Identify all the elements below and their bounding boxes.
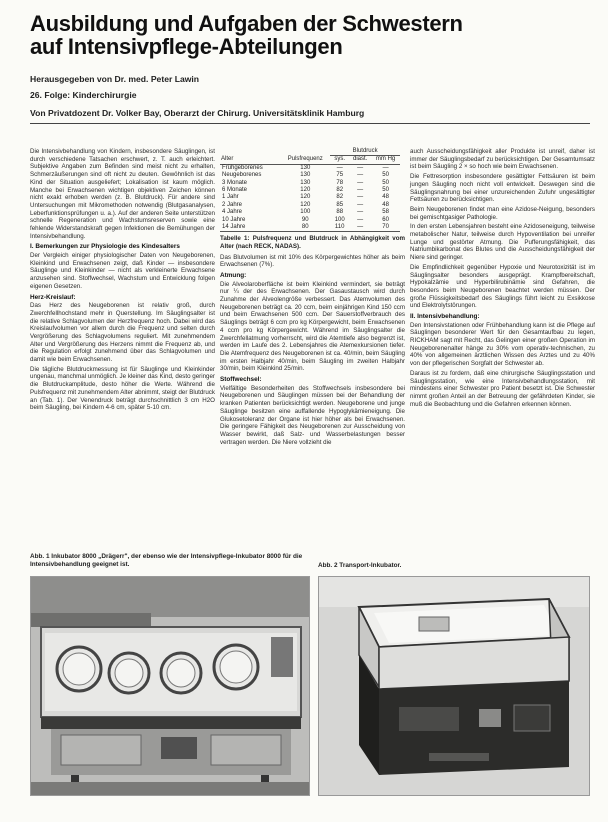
table-cell: 100: [300, 209, 311, 216]
table-cell: 130: [300, 172, 311, 179]
table-cell: 80: [301, 224, 309, 231]
table-cell: —: [336, 164, 343, 171]
paragraph: Vielfältige Besonderheiten des Stoffwechsels insbesondere bei Neugeborenen und Säuglingen müssen bei der Behandlung der kranken Patienten berücksichtigt werden. Neugeborene und junge Säuglinge besitzen eine auffallende Hypoglykämieneigung. Die Glukosetoleranz der Organe ist hier höher als bei Erwachsenen. Die geringere Fähigkeit des Neugeborenen zur Ausscheidung von Wasser bewirkt, daß Salz- und Wasserbelastungen besser vertragen werden. Die Niere vollzieht die: [220, 384, 405, 446]
section-heading: II. Intensivbehandlung:: [410, 313, 480, 321]
table-cell: 100: [334, 216, 345, 223]
table-cell: —: [357, 179, 364, 186]
table-caption: Tabelle 1: Pulsfrequenz und Blutdruck in Abhängigkeit vom Alter (nach RECK, NADAS).: [220, 235, 405, 251]
table-cell: 70: [382, 224, 389, 231]
figure-2-caption: Abb. 2 Transport-Inkubator.: [318, 562, 402, 569]
subsection-heading: Atmung:: [220, 272, 247, 280]
table-cell: 1 Jahr: [222, 194, 239, 201]
table-row: [220, 172, 400, 179]
table-row: [220, 217, 400, 224]
table-cell: 60: [382, 216, 389, 223]
paragraph: Die Alveolaroberfläche ist beim Kleinkind vermindert, sie beträgt nur ¼ der des Erwachsenen. Der Gasaustausch wird durch Zunahme der Alveolengröße verbessert. Das Atemvolumen des Neugeborenen beträgt ca. 20 ccm, beim einjährigen Kind 150 ccm und beim Erwachsenen 500 ccm. Der Sauerstoffverbrauch des Säuglings beträgt 6 ccm pro kg Körpergewicht, beim Erwachsenen 4 ccm pro kg Körpergewicht. Während im Säuglingsalter die Zwerchfellatmung vorherrscht, wird die Atemtiefe also begrenzt ist, werden im Laufe des 2. Lebensjahres die Atemexkursionen tiefer. Die Atemfrequenz des Neugeborenen ist ca. 40/min, beim Säugling im ersten Halbjahr 40/min, beim Säugling im zweiten Halbjahr 30/min, beim Kleinkind 25/min.: [220, 280, 405, 373]
editor-line: Herausgegeben von Dr. med. Peter Lawin: [30, 74, 200, 84]
article-title: [30, 12, 590, 58]
table-group-header: Blutdruck: [330, 148, 400, 156]
table-cell: —: [357, 216, 364, 223]
table-cell: 50: [382, 172, 389, 179]
table-row: [220, 194, 400, 201]
table-cell: 90: [301, 216, 309, 223]
table-cell: 82: [336, 187, 344, 194]
table-cell: 130: [300, 164, 311, 171]
table-row: [220, 209, 400, 216]
table-cell: 10 Jahre: [222, 216, 246, 223]
header-rule: [30, 123, 590, 124]
table-row: [220, 180, 400, 187]
table-cell: Neugeborenes: [222, 172, 262, 179]
paragraph: Das Herz des Neugeborenen ist relativ groß, durch Zwerchfellhochstand mehr in Querstellung. Im Säuglingsalter ist die relative Schlagvolumen der Herzfrequenz hoch. Dabei wird das Kreislaufvolumen vor allem durch die Frequenz und selten durch Vergrößerung des Schlagvolumens reguliert. Mit zunehmendem Alter und Vergrößerung des Herzens nimmt die Frequenz ab, und die Regulation erfolgt zunehmend über das Schlagvolumen und damit wie beim Erwachsenen.: [30, 302, 215, 364]
paragraph: Die tägliche Blutdruckmessung ist für Säuglinge und Kleinkinder ungenau, manchmal unmöglich. Je kleiner das Kind, desto geringer die Blutdruckamplitude, desto höher die Werte. Während die Pulsfrequenz mit zunehmendem Alter abnimmt, steigt der Blutdruck an (Tab. 1). Der Venendruck beträgt durchschnittlich 3 cm H2O beim Säugling, bei Kindern 4-6 cm, später 5-10 cm.: [30, 365, 215, 412]
table-cell: 48: [382, 194, 389, 201]
table-cell: 110: [334, 224, 345, 231]
episode-line: 26. Folge: Kinderchirurgie: [30, 90, 137, 100]
table-header-cell: diast.: [349, 156, 371, 164]
table-header-cell: Alter: [220, 156, 280, 164]
table-cell: 88: [336, 209, 344, 216]
table-cell: 50: [382, 179, 389, 186]
table-cell: 58: [382, 209, 389, 216]
text-column-1: [30, 148, 215, 414]
pulse-bloodpressure-table: [220, 148, 400, 232]
table-header-cell: mm Hg: [371, 156, 400, 164]
table-cell: —: [357, 209, 364, 216]
paragraph: Die Fettresorption insbesondere gesättigter Fettsäuren ist beim jungen Säugling noch nicht voll entwickelt. Deswegen sind die Säuglingsnahrung bei einer unzureichenden Zufuhr ungesättigter Fettsäuren zu berücksichtigen.: [410, 173, 595, 204]
paragraph: Den Intensivstationen oder Frühbehandlung kann ist die Pflege auf Säuglingen besonderer Wert für den Gesamtaufbau zu legen, RICKHAM sagt mit Recht, das Gelingen einer großen Operation im Neugeborenenalter hänge zu 30% vom operativ-technischen, zu 40% von allgemeinen ärztlichen Wissen des Arztes und zu 40% von der pflegerischen Sorgfalt der Schwester ab.: [410, 321, 595, 368]
paragraph: auch Ausscheidungsfähigkeit aller Produkte ist unreif, daher ist immer der Säuglingsbedarf zu berücksichtigen. Der Gesamtumsatz ist beim Säugling 2 × so hoch wie beim Erwachsenen.: [410, 148, 595, 171]
table-cell: —: [357, 172, 364, 179]
figure-1-caption: Abb. 1 Inkubator 8000 „Drägerr", der ebenso wie der Intensivpflege-Inkubator 8000 für die Intensivbehandlung geeignet ist.: [30, 553, 303, 568]
paragraph: In den ersten Lebensjahren besteht eine Azidoseneigung, teilweise metabolischer Natur, teilweise durch Hypoventilation bei unreifer Lunge und gestörter Atmung. Die Pufferungsfähigkeit, das Natriumbikarbonat des Blutes und die Ausscheidungsfähigkeit der Niere sind geringer.: [410, 223, 595, 262]
table-cell: —: [357, 194, 364, 201]
figure-1-incubator-photo: [30, 576, 310, 796]
table-cell: 3 Monate: [222, 179, 248, 186]
table-header-cell: sys.: [330, 156, 349, 164]
table-cell: 78: [336, 179, 344, 186]
paragraph: Das Blutvolumen ist mit 10% des Körpergewichtes höher als beim Erwachsenen (7%).: [220, 253, 405, 269]
table-row: [220, 187, 400, 194]
table-cell: 120: [300, 187, 311, 194]
title-line-2: auf Intensivpflege-Abteilungen: [30, 34, 343, 59]
figure-2-transport-incubator-photo: [318, 576, 590, 796]
table-cell: Frühgeborenes: [222, 164, 263, 171]
table-cell: 14 Jahre: [222, 224, 246, 231]
paragraph: Die Empfindlichkeit gegenüber Hypoxie und Neurotoxizität ist im Säuglingsalter besonders ausgeprägt. Krampfbereitschaft, Hypokalzämie und Hyperbilirubinämie sind Gefahren, die besonders beim Neugeborenen beachtet werden müssen. Der große Flüssigkeitsbedarf des Säuglings führt leicht zu Exsikkose und Elektrolytstörungen.: [410, 263, 595, 310]
table-cell: —: [357, 164, 364, 171]
table-row: [220, 202, 400, 209]
table-cell: 82: [336, 194, 344, 201]
table-cell: 120: [300, 194, 311, 201]
table-row: [220, 164, 400, 172]
table-cell: 50: [382, 187, 389, 194]
author-line: Von Privatdozent Dr. Volker Bay, Oberarzt der Chirurg. Universitätsklinik Hamburg: [30, 108, 365, 118]
section-heading: I. Bemerkungen zur Physiologie des Kindesalters: [30, 243, 180, 251]
table-cell: —: [382, 164, 389, 171]
incubator-photo-image: [31, 577, 309, 795]
paragraph: Der Vergleich einiger physiologischer Daten von Neugeborenen, Kleinkind und Erwachsenen zeigt, daß Kinder — insbesondere Säuglinge und Kleinkinder — nicht als verkleinerte Erwachsene anzusehen sind. Stoffwechsel, Wachstum und Entwicklung folgen eigenen Gesetzen.: [30, 252, 215, 290]
transport-incubator-image: [319, 577, 589, 795]
title-line-1: Ausbildung und Aufgaben der Schwestern: [30, 11, 463, 36]
table-cell: 2 Jahre: [222, 201, 243, 208]
subsection-heading: Stoffwechsel:: [220, 376, 262, 384]
table-cell: 6 Monate: [222, 187, 248, 194]
paragraph: Die Intensivbehandlung von Kindern, insbesondere Säuglingen, ist durch verschiedene Tatsachen erschwert, z. T. auch erleichtert. Subjektive Angaben zum Befinden sind meist nicht zu erhalten, Schmerzäußerungen sind oft nicht zu deuten. Gewöhnlich ist das Kind der Situation ausgeliefert; Lokalisation ist kaum möglich. Manche bei Erwachsenen wichtigen objektiven Zeichen können nicht exakt erhoben werden (z. B. Blutdruck). Für andere sind Untersuchungen mit Mikromethoden notwendig (Blutgasanalysen, Leberfunktionsprüfungen u. a.). Auf der anderen Seite unterstützen schnelle Regeneration und Wachstumsreserven sowie eine fehlende Widerstandskraft gegen Infektionen die Bemühungen der Intensivbehandlung.: [30, 148, 215, 240]
table-cell: 75: [336, 172, 344, 179]
paragraph: Beim Neugeborenen findet man eine Azidose-Neigung, besonders bei gemischtgasiger Pathologie.: [410, 205, 595, 221]
table-cell: 130: [300, 179, 311, 186]
subsection-heading: Herz-Kreislauf:: [30, 293, 76, 301]
table-row: [220, 224, 400, 232]
paragraph: Daraus ist zu fordern, daß eine chirurgische Säuglingsstation und Säuglingsstation, wie eine Intensivbehandlungsstation, mit mindestens einer Schwester pro Patient besetzt ist. Die Schwester nimmt großen Anteil an der Betreuung der gefährdeten Kinder, sie muß die Beobachtung und die Gefahren erkennen können.: [410, 369, 595, 408]
table-cell: —: [357, 201, 364, 208]
text-column-2: [220, 148, 405, 448]
text-column-3: [410, 148, 595, 410]
table-cell: 4 Jahre: [222, 209, 243, 216]
table-header-cell: Pulsfrequenz: [280, 156, 330, 164]
table-cell: —: [357, 187, 364, 194]
table-cell: 48: [382, 201, 389, 208]
table-cell: —: [357, 224, 364, 231]
table-cell: 85: [336, 201, 344, 208]
table-cell: 120: [300, 201, 311, 208]
